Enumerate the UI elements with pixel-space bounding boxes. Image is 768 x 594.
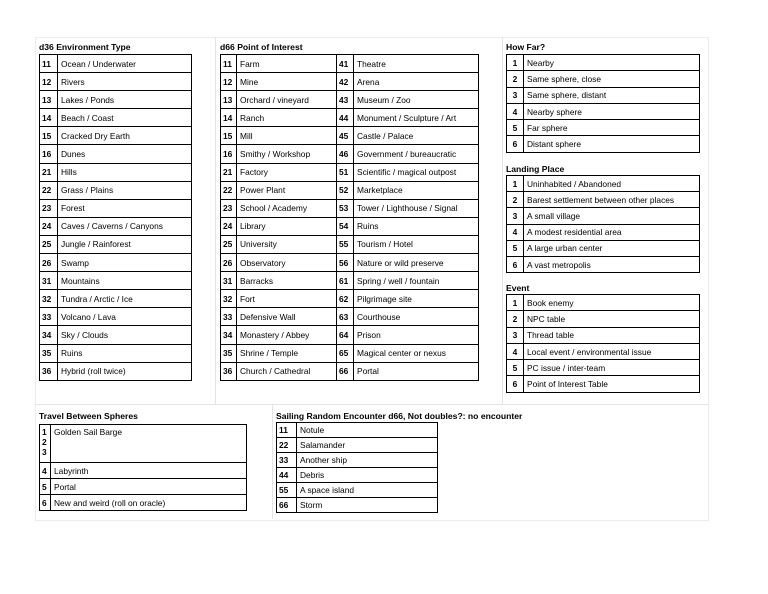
entry-text: University (237, 235, 337, 253)
roll-number: 4 (40, 463, 51, 479)
table-row (40, 73, 192, 91)
table-row (277, 423, 438, 438)
roll-number: 11 (40, 55, 58, 73)
entry-text: Library (237, 217, 337, 235)
entry-text: Defensive Wall (237, 308, 337, 326)
entry-text: Another ship (297, 453, 438, 468)
entry-text: Notule (297, 423, 438, 438)
table-row (40, 425, 247, 463)
entry-text: Beach / Coast (58, 109, 192, 127)
entry-text: Pilgrimage site (354, 290, 479, 308)
roll-number: 12 (221, 73, 237, 91)
table-row (507, 55, 700, 71)
entry-text: Mountains (58, 272, 192, 290)
table-row (277, 468, 438, 483)
poi-table-title: d66 Point of Interest (220, 42, 303, 52)
roll-number: 35 (221, 344, 237, 362)
table-row (507, 224, 700, 240)
roll-number: 6 (507, 256, 524, 272)
table-row (507, 87, 700, 103)
table-row (40, 109, 192, 127)
roll-number: 66 (277, 498, 297, 513)
table-row (40, 479, 247, 495)
roll-number: 5 (507, 360, 524, 376)
roll-number: 36 (221, 362, 237, 380)
roll-number: 32 (40, 290, 58, 308)
roll-number: 36 (40, 362, 58, 380)
table-row (40, 235, 192, 253)
entry-text: Tourism / Hotel (354, 235, 479, 253)
entry-text: Grass / Plains (58, 181, 192, 199)
table-row (221, 163, 479, 181)
event-table-title: Event (506, 283, 530, 293)
roll-number: 5 (507, 240, 524, 256)
roll-number: 21 (40, 163, 58, 181)
table-row (221, 308, 479, 326)
roll-number: 24 (221, 217, 237, 235)
roll-number: 45 (337, 127, 354, 145)
table-row (507, 103, 700, 119)
entry-text: Ruins (354, 217, 479, 235)
roll-number: 35 (40, 344, 58, 362)
env-table (39, 54, 192, 381)
sailing-table-title: Sailing Random Encounter d66, Not doubles?: no encounter (276, 411, 523, 421)
roll-number: 31 (40, 272, 58, 290)
entry-text: Ocean / Underwater (58, 55, 192, 73)
roll-number: 1 (507, 55, 524, 71)
entry-text: Government / bureaucratic (354, 145, 479, 163)
roll-number: 2 (507, 311, 524, 327)
table-row (507, 311, 700, 327)
roll-number: 3 (507, 327, 524, 343)
table-row (40, 272, 192, 290)
roll-number: 54 (337, 217, 354, 235)
roll-number: 25 (40, 235, 58, 253)
entry-text: Dunes (58, 145, 192, 163)
roll-number: 66 (337, 362, 354, 380)
roll-number: 15 (40, 127, 58, 145)
roll-number: 11 (221, 55, 237, 73)
entry-text: Theatre (354, 55, 479, 73)
table-row (221, 344, 479, 362)
roll-number: 2 (507, 71, 524, 87)
table-row (221, 254, 479, 272)
entry-text: Swamp (58, 254, 192, 272)
entry-text: Observatory (237, 254, 337, 272)
table-row (40, 254, 192, 272)
column-divider (215, 37, 216, 404)
table-row (507, 360, 700, 376)
entry-text: Factory (237, 163, 337, 181)
entry-text: Caves / Caverns / Canyons (58, 217, 192, 235)
roll-number: 26 (221, 254, 237, 272)
table-row (221, 55, 479, 73)
table-row (40, 308, 192, 326)
roll-number: 44 (277, 468, 297, 483)
entry-text: Forest (58, 199, 192, 217)
entry-text: Thread table (524, 327, 700, 343)
roll-number: 33 (277, 453, 297, 468)
entry-text: Magical center or nexus (354, 344, 479, 362)
table-row (40, 199, 192, 217)
table-row (507, 192, 700, 208)
entry-text: Ranch (237, 109, 337, 127)
entry-text: Nearby sphere (524, 103, 700, 119)
table-row (221, 127, 479, 145)
table-row (277, 453, 438, 468)
entry-text: Hills (58, 163, 192, 181)
entry-text: Courthouse (354, 308, 479, 326)
entry-text: Far sphere (524, 120, 700, 136)
entry-text: A modest residential area (524, 224, 700, 240)
entry-text: Power Plant (237, 181, 337, 199)
roll-number: 46 (337, 145, 354, 163)
table-row (507, 256, 700, 272)
roll-number: 6 (507, 376, 524, 392)
table-row (40, 362, 192, 380)
table-row (507, 208, 700, 224)
roll-number: 22 (40, 181, 58, 199)
entry-text: Farm (237, 55, 337, 73)
roll-number: 16 (221, 145, 237, 163)
roll-number: 14 (221, 109, 237, 127)
table-row (221, 326, 479, 344)
entry-text: Sky / Clouds (58, 326, 192, 344)
table-row (221, 362, 479, 380)
roll-number: 2 (507, 192, 524, 208)
event-table (506, 294, 700, 393)
table-row (507, 120, 700, 136)
landing-table (506, 175, 700, 273)
table-row (221, 73, 479, 91)
roll-number: 5 (40, 479, 51, 495)
roll-number: 56 (337, 254, 354, 272)
roll-number: 26 (40, 254, 58, 272)
roll-number: 11 (277, 423, 297, 438)
roll-number: 4 (507, 103, 524, 119)
entry-text: Monument / Sculpture / Art (354, 109, 479, 127)
roll-number: 53 (337, 199, 354, 217)
entry-text: Smithy / Workshop (237, 145, 337, 163)
entry-text: Scientific / magical outpost (354, 163, 479, 181)
table-row (40, 91, 192, 109)
entry-text: A vast metropolis (524, 256, 700, 272)
column-divider (502, 37, 503, 404)
landing-table-title: Landing Place (506, 164, 565, 174)
roll-number: 16 (40, 145, 58, 163)
roll-number: 15 (221, 127, 237, 145)
roll-number: 51 (337, 163, 354, 181)
entry-text: Book enemy (524, 295, 700, 311)
table-row (221, 217, 479, 235)
section-divider (35, 404, 708, 405)
table-row (221, 235, 479, 253)
column-divider (272, 404, 273, 519)
table-row (221, 272, 479, 290)
table-row (221, 109, 479, 127)
roll-number: 3 (507, 208, 524, 224)
roll-number: 33 (221, 308, 237, 326)
roll-number: 31 (221, 272, 237, 290)
roll-number-range: 1 2 3 (40, 425, 51, 463)
table-row (507, 295, 700, 311)
entry-text: Local event / environmental issue (524, 343, 700, 359)
entry-text: Debris (297, 468, 438, 483)
roll-number: 42 (337, 73, 354, 91)
table-row (40, 326, 192, 344)
roll-number: 41 (337, 55, 354, 73)
table-row (507, 343, 700, 359)
roll-number: 1 (507, 295, 524, 311)
entry-text: Point of Interest Table (524, 376, 700, 392)
entry-text: Tower / Lighthouse / Signal (354, 199, 479, 217)
roll-number: 24 (40, 217, 58, 235)
entry-text: Distant sphere (524, 136, 700, 152)
entry-text: Same sphere, close (524, 71, 700, 87)
entry-text: Lakes / Ponds (58, 91, 192, 109)
roll-number: 1 (507, 176, 524, 192)
table-row (40, 55, 192, 73)
entry-text: Monastery / Abbey (237, 326, 337, 344)
entry-text: Church / Cathedral (237, 362, 337, 380)
sailing-table (276, 422, 438, 513)
entry-text: A small village (524, 208, 700, 224)
roll-number: 43 (337, 91, 354, 109)
env-table-title: d36 Environment Type (39, 42, 131, 52)
entry-text: Mill (237, 127, 337, 145)
table-row (40, 127, 192, 145)
roll-number: 6 (507, 136, 524, 152)
roll-number: 34 (40, 326, 58, 344)
entry-text: Nearby (524, 55, 700, 71)
roll-number: 32 (221, 290, 237, 308)
roll-number: 65 (337, 344, 354, 362)
roll-number: 21 (221, 163, 237, 181)
table-row (40, 163, 192, 181)
table-row (40, 145, 192, 163)
entry-text: Shrine / Temple (237, 344, 337, 362)
roll-number: 22 (277, 438, 297, 453)
table-row (507, 71, 700, 87)
entry-text: Ruins (58, 344, 192, 362)
entry-text: Museum / Zoo (354, 91, 479, 109)
roll-number: 55 (337, 235, 354, 253)
roll-number: 13 (221, 91, 237, 109)
entry-text: Arena (354, 73, 479, 91)
roll-number: 61 (337, 272, 354, 290)
roll-number: 3 (507, 87, 524, 103)
entry-text: Prison (354, 326, 479, 344)
entry-text: Castle / Palace (354, 127, 479, 145)
entry-text: Portal (354, 362, 479, 380)
entry-text: Rivers (58, 73, 192, 91)
roll-number: 6 (40, 495, 51, 511)
table-row (507, 327, 700, 343)
howfar-table-title: How Far? (506, 42, 546, 52)
roll-number: 55 (277, 483, 297, 498)
entry-text: Jungle / Rainforest (58, 235, 192, 253)
table-row (507, 136, 700, 152)
table-row (40, 290, 192, 308)
table-row (40, 217, 192, 235)
table-row (221, 145, 479, 163)
roll-number: 64 (337, 326, 354, 344)
entry-text: Portal (51, 479, 247, 495)
travel-entry: Golden Sail Barge (51, 425, 247, 463)
table-row (40, 181, 192, 199)
entry-text: Marketplace (354, 181, 479, 199)
travel-table-title: Travel Between Spheres (39, 411, 138, 421)
entry-text: School / Academy (237, 199, 337, 217)
roll-number: 25 (221, 235, 237, 253)
roll-number: 13 (40, 91, 58, 109)
table-row (507, 376, 700, 392)
entry-text: Spring / well / fountain (354, 272, 479, 290)
roll-number: 4 (507, 343, 524, 359)
table-row (277, 483, 438, 498)
entry-text: Mine (237, 73, 337, 91)
entry-text: Volcano / Lava (58, 308, 192, 326)
roll-number: 63 (337, 308, 354, 326)
roll-number: 5 (507, 120, 524, 136)
roll-number: 34 (221, 326, 237, 344)
table-row (507, 176, 700, 192)
entry-text: A space island (297, 483, 438, 498)
entry-text: New and weird (roll on oracle) (51, 495, 247, 511)
table-row (40, 463, 247, 479)
entry-text: Salamander (297, 438, 438, 453)
entry-text: Uninhabited / Abandoned (524, 176, 700, 192)
table-row (277, 498, 438, 513)
entry-text: Storm (297, 498, 438, 513)
entry-text: Same sphere, distant (524, 87, 700, 103)
table-row (221, 181, 479, 199)
entry-text: Labyrinth (51, 463, 247, 479)
entry-text: Barracks (237, 272, 337, 290)
entry-text: NPC table (524, 311, 700, 327)
entry-text: PC issue / inter-team (524, 360, 700, 376)
entry-text: Orchard / vineyard (237, 91, 337, 109)
entry-text: Nature or wild preserve (354, 254, 479, 272)
entry-text: Cracked Dry Earth (58, 127, 192, 145)
entry-text: Hybrid (roll twice) (58, 362, 192, 380)
poi-table (220, 54, 479, 381)
table-row (40, 495, 247, 511)
roll-number: 23 (40, 199, 58, 217)
roll-number: 33 (40, 308, 58, 326)
table-row (507, 240, 700, 256)
table-row (221, 199, 479, 217)
table-row (277, 438, 438, 453)
howfar-table (506, 54, 700, 153)
entry-text: Barest settlement between other places (524, 192, 700, 208)
entry-text: Fort (237, 290, 337, 308)
entry-text: A large urban center (524, 240, 700, 256)
roll-number: 23 (221, 199, 237, 217)
table-row (221, 91, 479, 109)
entry-text: Tundra / Arctic / Ice (58, 290, 192, 308)
roll-number: 12 (40, 73, 58, 91)
table-row (40, 344, 192, 362)
table-row (221, 290, 479, 308)
travel-table (39, 424, 247, 511)
roll-number: 44 (337, 109, 354, 127)
roll-number: 62 (337, 290, 354, 308)
roll-number: 4 (507, 224, 524, 240)
roll-number: 22 (221, 181, 237, 199)
roll-number: 14 (40, 109, 58, 127)
roll-number: 52 (337, 181, 354, 199)
